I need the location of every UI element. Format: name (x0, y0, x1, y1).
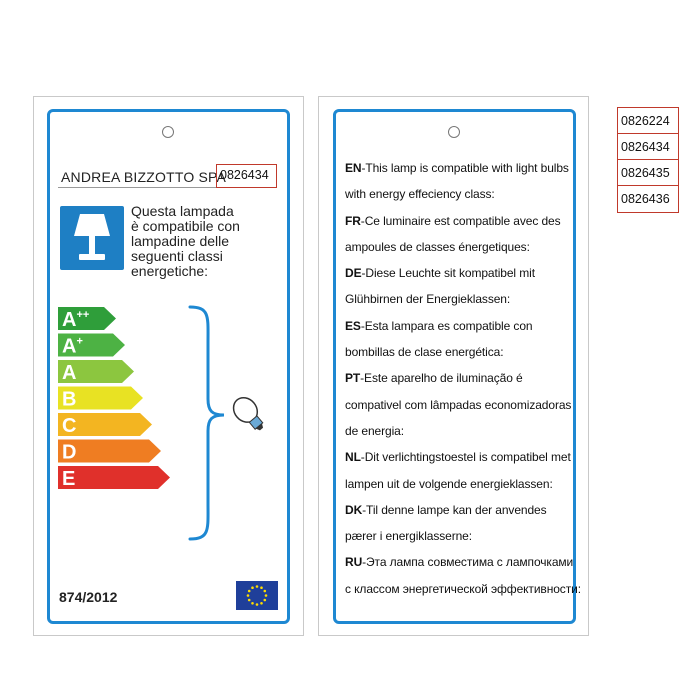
language-code: RU (345, 555, 363, 570)
bulb-icon (229, 393, 270, 436)
compatibility-text (131, 204, 281, 279)
language-text: -Este aparelho de iluminação é (360, 371, 523, 386)
hang-hole-icon (448, 126, 460, 138)
language-line (345, 263, 569, 289)
energy-class-label: D (62, 441, 77, 464)
compat-line: è compatibile con (131, 218, 240, 234)
energy-class-label: A (62, 362, 77, 384)
product-code: 0826224 (618, 108, 678, 134)
language-text: de energia: (345, 423, 404, 438)
language-line (345, 474, 569, 500)
energy-class-bar (58, 360, 134, 384)
language-code: ES (345, 318, 361, 333)
language-text: bombillas de clase energética: (345, 345, 504, 360)
energy-class-bar (58, 440, 161, 464)
language-text: -Esta lampara es compatible con (360, 318, 533, 333)
language-text: -This lamp is compatible with light bulbs (361, 161, 569, 175)
language-text: -Diese Leuchte sit kompatibel mit (361, 266, 535, 281)
language-text: -Эта лампа совместима с лампочками (362, 555, 574, 570)
energy-class-bar (58, 466, 170, 490)
product-code: 0826435 (618, 160, 678, 186)
language-line (345, 368, 569, 394)
brace-icon (190, 307, 224, 539)
language-text: pærer i energiklasserne: (345, 529, 472, 544)
energy-class-bar (58, 334, 125, 358)
energy-class-label: A++ (62, 309, 90, 331)
language-text: compativel com lâmpadas economizadoras (345, 397, 572, 412)
language-line (345, 158, 569, 184)
compat-line: energetiche: (131, 263, 209, 279)
language-line (345, 526, 569, 552)
product-code: 0826436 (621, 192, 670, 206)
energy-class-bar (58, 387, 143, 411)
compat-line: Questa lampada (131, 203, 234, 219)
brand-name: ANDREA BIZZOTTO SPA (61, 169, 227, 185)
energy-class-label: A+ (62, 335, 83, 358)
language-list (345, 158, 581, 605)
energy-class-label: C (62, 415, 77, 437)
regulation-number: 874/2012 (59, 589, 118, 605)
language-text: with energy effeciency class: (345, 187, 495, 202)
language-line (345, 552, 574, 578)
language-line (345, 500, 569, 526)
language-text: -Til denne lampe kan der anvendes (362, 502, 547, 517)
energy-class-scale (58, 303, 288, 548)
language-line (345, 421, 569, 447)
language-code: DE (345, 266, 362, 281)
language-text: Glühbirnen der Energieklassen: (345, 292, 511, 307)
lamp-icon (60, 206, 124, 270)
eu-flag-icon (236, 581, 278, 610)
language-code: EN (345, 161, 362, 175)
language-code: NL (345, 450, 361, 465)
compat-line: seguenti classi (131, 248, 223, 264)
product-code: 0826434 (618, 134, 678, 160)
energy-class-bar (58, 413, 152, 437)
language-code: DK (345, 502, 363, 517)
energy-class-bar (58, 307, 116, 331)
language-text: -Dit verlichtingstoestel is compatibel met (360, 450, 571, 465)
language-line (345, 579, 581, 605)
compat-line: lampadine delle (131, 233, 230, 249)
language-line (345, 289, 569, 315)
language-line (345, 316, 569, 342)
language-code: PT (345, 371, 361, 386)
language-line (345, 342, 569, 368)
product-code-list (617, 107, 679, 213)
energy-class-label: E (62, 468, 76, 490)
hang-hole-icon (162, 126, 174, 138)
language-line (345, 211, 569, 237)
language-line (345, 395, 572, 421)
language-code: FR (345, 213, 361, 228)
language-text: lampen uit de volgende energieklassen: (345, 476, 553, 491)
product-code-box: 0826434 (216, 164, 277, 188)
language-line (345, 184, 569, 210)
language-text: с классом энергетической эффективности: (345, 581, 581, 596)
language-line (345, 447, 569, 473)
language-text: -Ce luminaire est compatible avec des (360, 213, 561, 228)
language-line (345, 237, 569, 263)
language-text: ampoules de classes énergetiques: (345, 239, 530, 254)
energy-class-label: B (62, 388, 77, 411)
